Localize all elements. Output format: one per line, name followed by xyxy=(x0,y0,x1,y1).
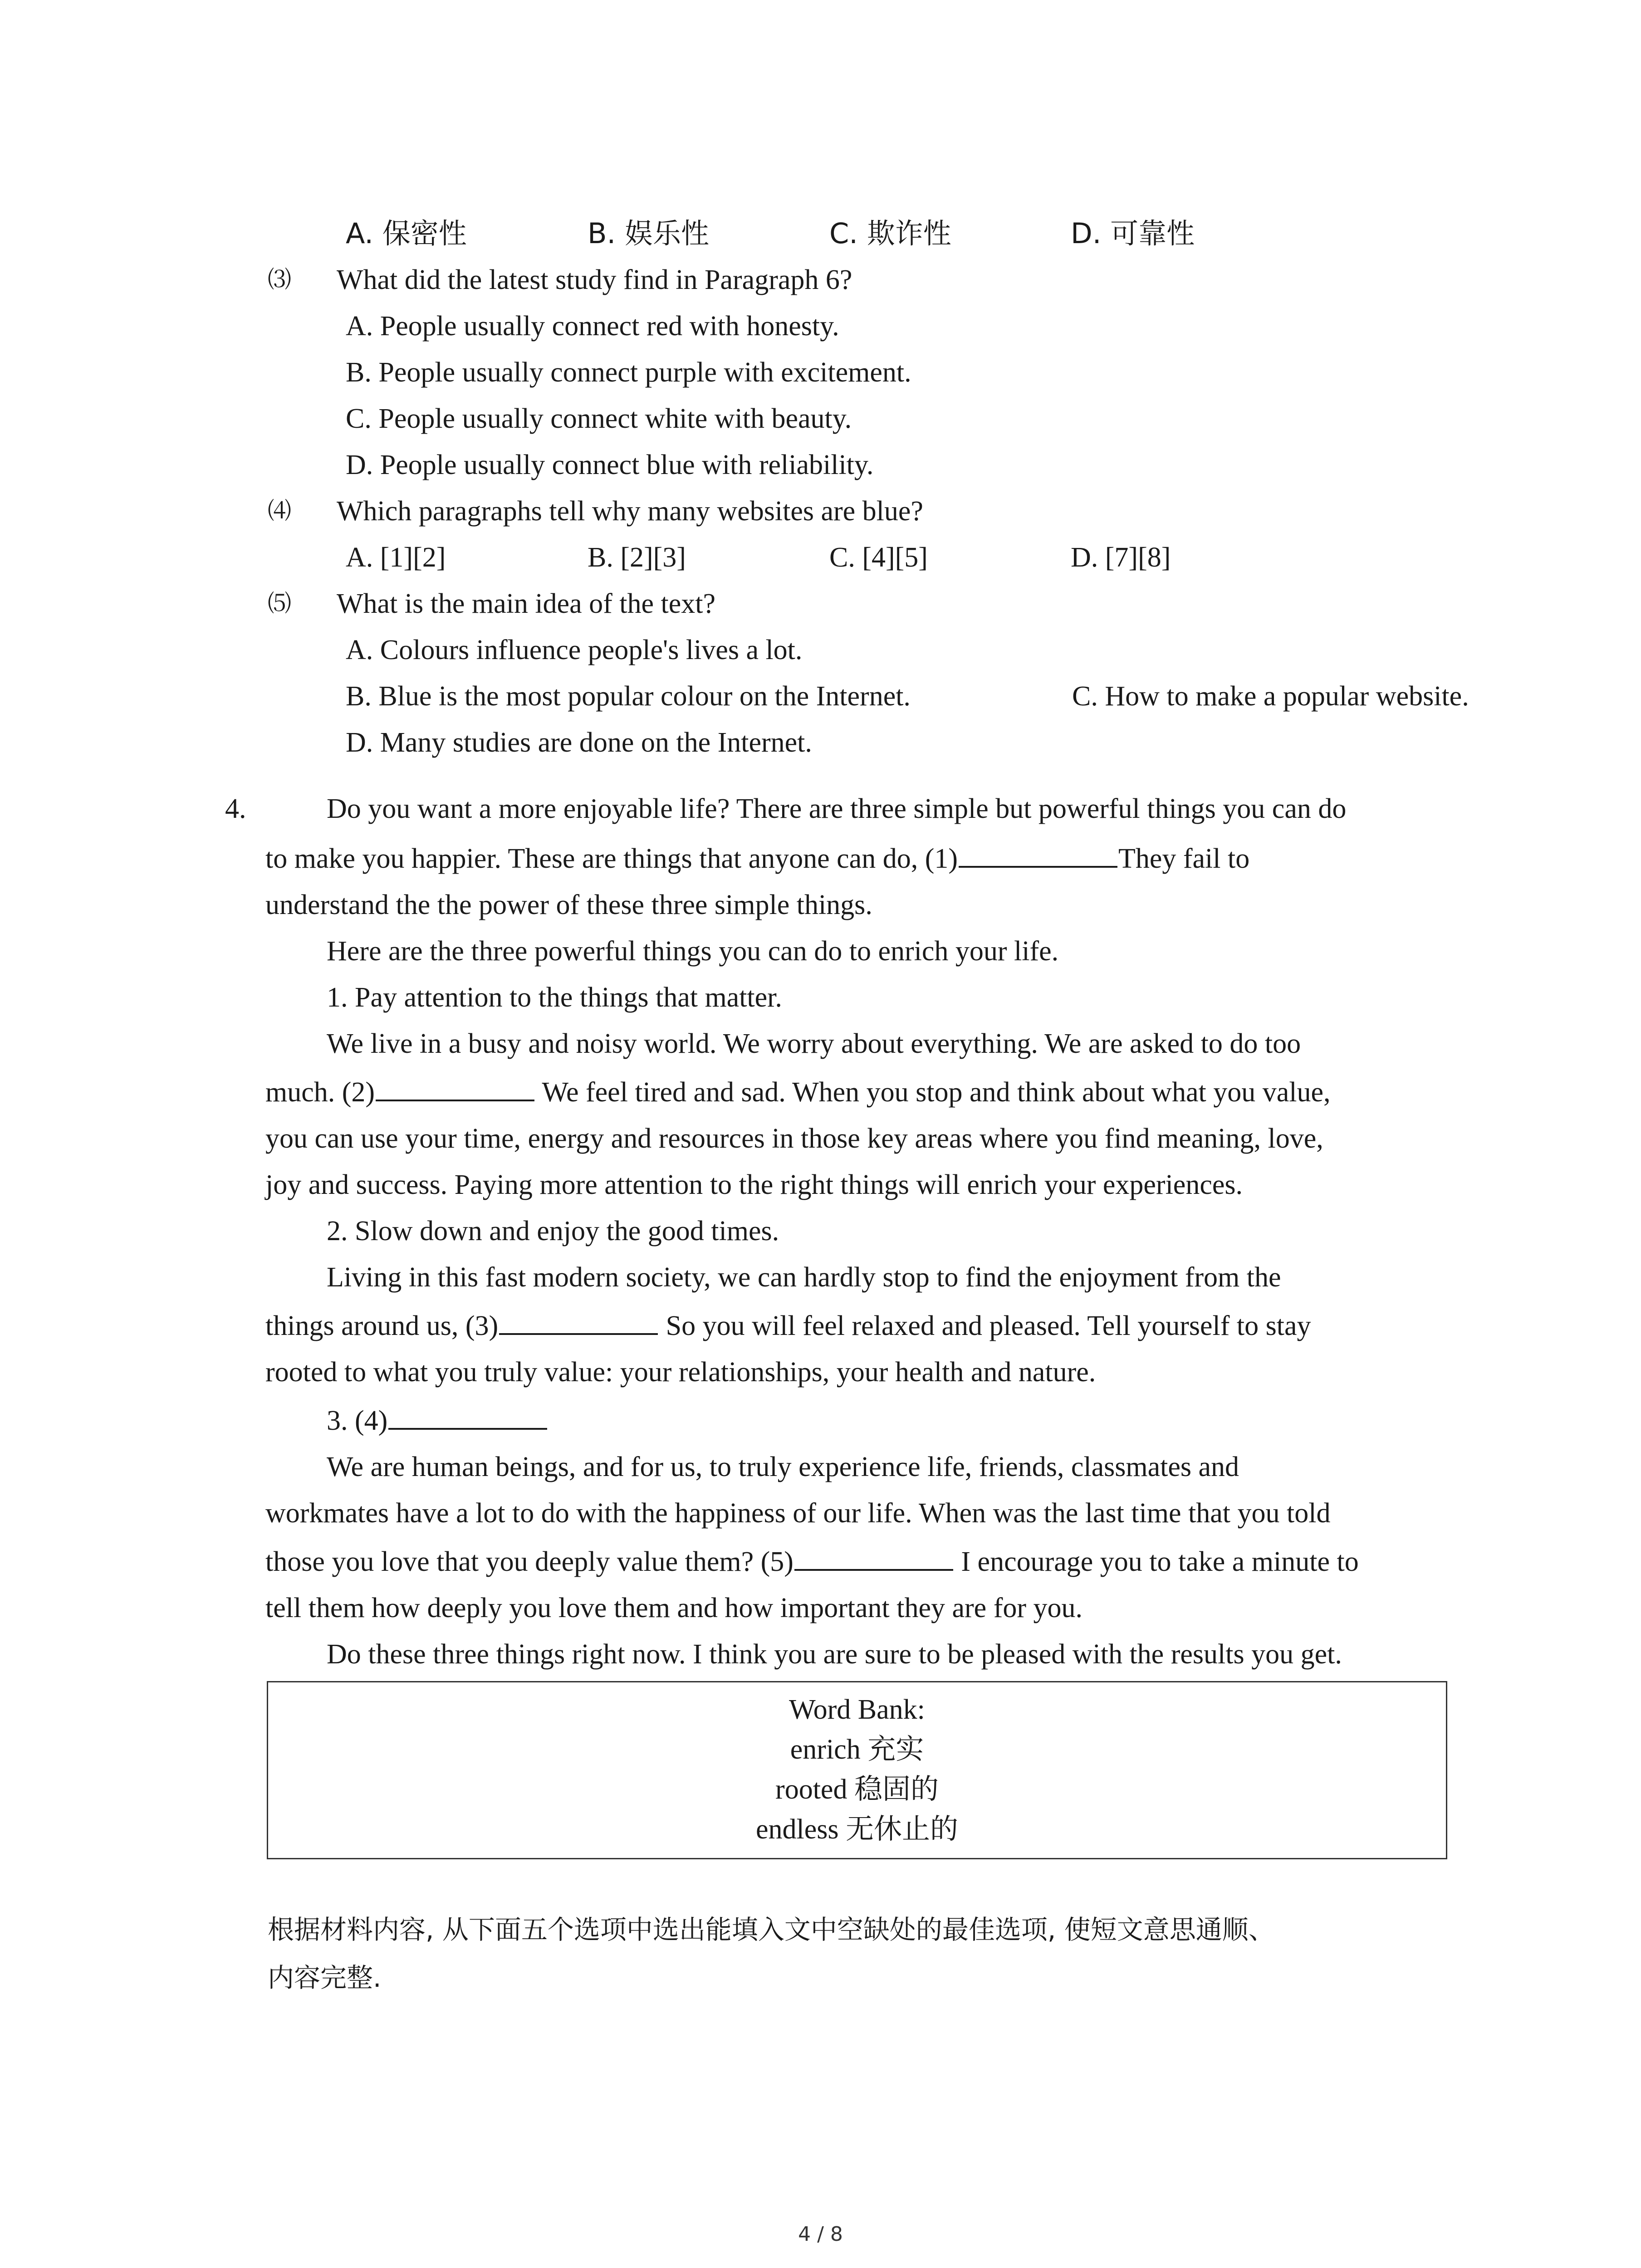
word-bank-item: enrich 充实 xyxy=(790,1734,924,1765)
q3-option-d: D. People usually connect blue with reliability. xyxy=(346,450,874,480)
q3-option-a: A. People usually connect red with honesty. xyxy=(346,311,839,342)
answer-blank-5[interactable] xyxy=(794,1544,953,1571)
q5-text: What is the main idea of the text? xyxy=(337,588,715,619)
passage-line xyxy=(265,1544,1359,1580)
passage-line: Do you want a more enjoyable life? There are three simple but powerful things you can do xyxy=(327,793,1347,824)
q2-option-a: A. 保密性 xyxy=(346,217,467,250)
q4-number: ⑷ xyxy=(268,498,292,525)
q4-text: Which paragraphs tell why many websites are blue? xyxy=(337,496,923,527)
q5-number: ⑸ xyxy=(268,590,292,617)
answer-blank-4[interactable] xyxy=(388,1403,547,1430)
passage-line: We are human beings, and for us, to truly experience life, friends, classmates and xyxy=(327,1452,1239,1482)
passage-line: Here are the three powerful things you can do to enrich your life. xyxy=(327,936,1059,967)
passage-text: to make you happier. These are things that anyone can do, (1) xyxy=(265,843,958,874)
answer-blank-3[interactable] xyxy=(499,1308,658,1335)
passage-line: Do these three things right now. I think you are sure to be pleased with the results you get. xyxy=(327,1639,1342,1670)
passage-text: So you will feel relaxed and pleased. Tell yourself to stay xyxy=(666,1310,1311,1341)
passage-text: things around us, (3) xyxy=(265,1310,499,1341)
passage-text: much. (2) xyxy=(265,1077,375,1108)
passage-line: joy and success. Paying more attention to the right things will enrich your experiences. xyxy=(265,1169,1243,1200)
passage-line: you can use your time, energy and resources in those key areas where you find meaning, love, xyxy=(265,1123,1323,1154)
passage-heading-3 xyxy=(327,1403,548,1439)
q5-option-d: D. Many studies are done on the Internet. xyxy=(346,727,812,758)
passage-line xyxy=(265,841,1249,877)
passage-text: I encourage you to take a minute to xyxy=(961,1546,1359,1577)
passage-line: rooted to what you truly value: your relationships, your health and nature. xyxy=(265,1357,1096,1388)
passage-heading-2: 2. Slow down and enjoy the good times. xyxy=(327,1216,779,1246)
q4-option-b: B. [2][3] xyxy=(588,542,686,573)
answer-blank-2[interactable] xyxy=(376,1074,534,1101)
instruction-line: 内容完整. xyxy=(268,1962,382,1993)
q2-option-d: D. 可靠性 xyxy=(1071,217,1195,250)
passage-line: Living in this fast modern society, we can hardly stop to find the enjoyment from the xyxy=(327,1262,1281,1293)
passage-text: those you love that you deeply value them? (5) xyxy=(265,1546,794,1577)
passage-heading-1: 1. Pay attention to the things that matter. xyxy=(327,982,782,1013)
q2-option-b: B. 娱乐性 xyxy=(588,217,709,250)
instruction-line: 根据材料内容, 从下面五个选项中选出能填入文中空缺处的最佳选项, 使短文意思通顺、 xyxy=(268,1914,1275,1945)
passage-text: 3. (4) xyxy=(327,1405,388,1436)
q3-option-b: B. People usually connect purple with excitement. xyxy=(346,357,911,388)
q5-option-c: C. How to make a popular website. xyxy=(1072,681,1469,712)
word-bank-title: Word Bank: xyxy=(789,1694,925,1725)
answer-blank-1[interactable] xyxy=(959,841,1117,868)
q2-option-c: C. 欺诈性 xyxy=(829,217,951,250)
word-bank-item: rooted 稳固的 xyxy=(775,1774,939,1805)
q4-option-a: A. [1][2] xyxy=(346,542,446,573)
passage-line xyxy=(265,1308,1311,1344)
q4-option-c: C. [4][5] xyxy=(829,542,928,573)
passage-text: They fail to xyxy=(1118,843,1250,874)
q3-number: ⑶ xyxy=(268,266,292,293)
passage-text: We feel tired and sad. When you stop and think about what you value, xyxy=(542,1077,1331,1108)
q4-option-d: D. [7][8] xyxy=(1071,542,1171,573)
passage-line: We live in a busy and noisy world. We worry about everything. We are asked to do too xyxy=(327,1028,1301,1059)
q5-option-a: A. Colours influence people's lives a lot. xyxy=(346,635,803,665)
passage-line: workmates have a lot to do with the happiness of our life. When was the last time that you told xyxy=(265,1498,1331,1529)
passage-number: 4. xyxy=(225,793,246,824)
page-number: 4 / 8 xyxy=(798,2223,843,2246)
word-bank-item: endless 无休止的 xyxy=(755,1814,959,1845)
q3-text: What did the latest study find in Paragraph 6? xyxy=(337,264,852,295)
passage-line: tell them how deeply you love them and how important they are for you. xyxy=(265,1593,1083,1623)
q5-option-b: B. Blue is the most popular colour on the Internet. xyxy=(346,681,911,712)
q3-option-c: C. People usually connect white with beauty. xyxy=(346,403,852,434)
passage-line xyxy=(265,1074,1330,1110)
passage-line: understand the the power of these three simple things. xyxy=(265,890,872,920)
word-bank-box xyxy=(267,1681,1447,1859)
